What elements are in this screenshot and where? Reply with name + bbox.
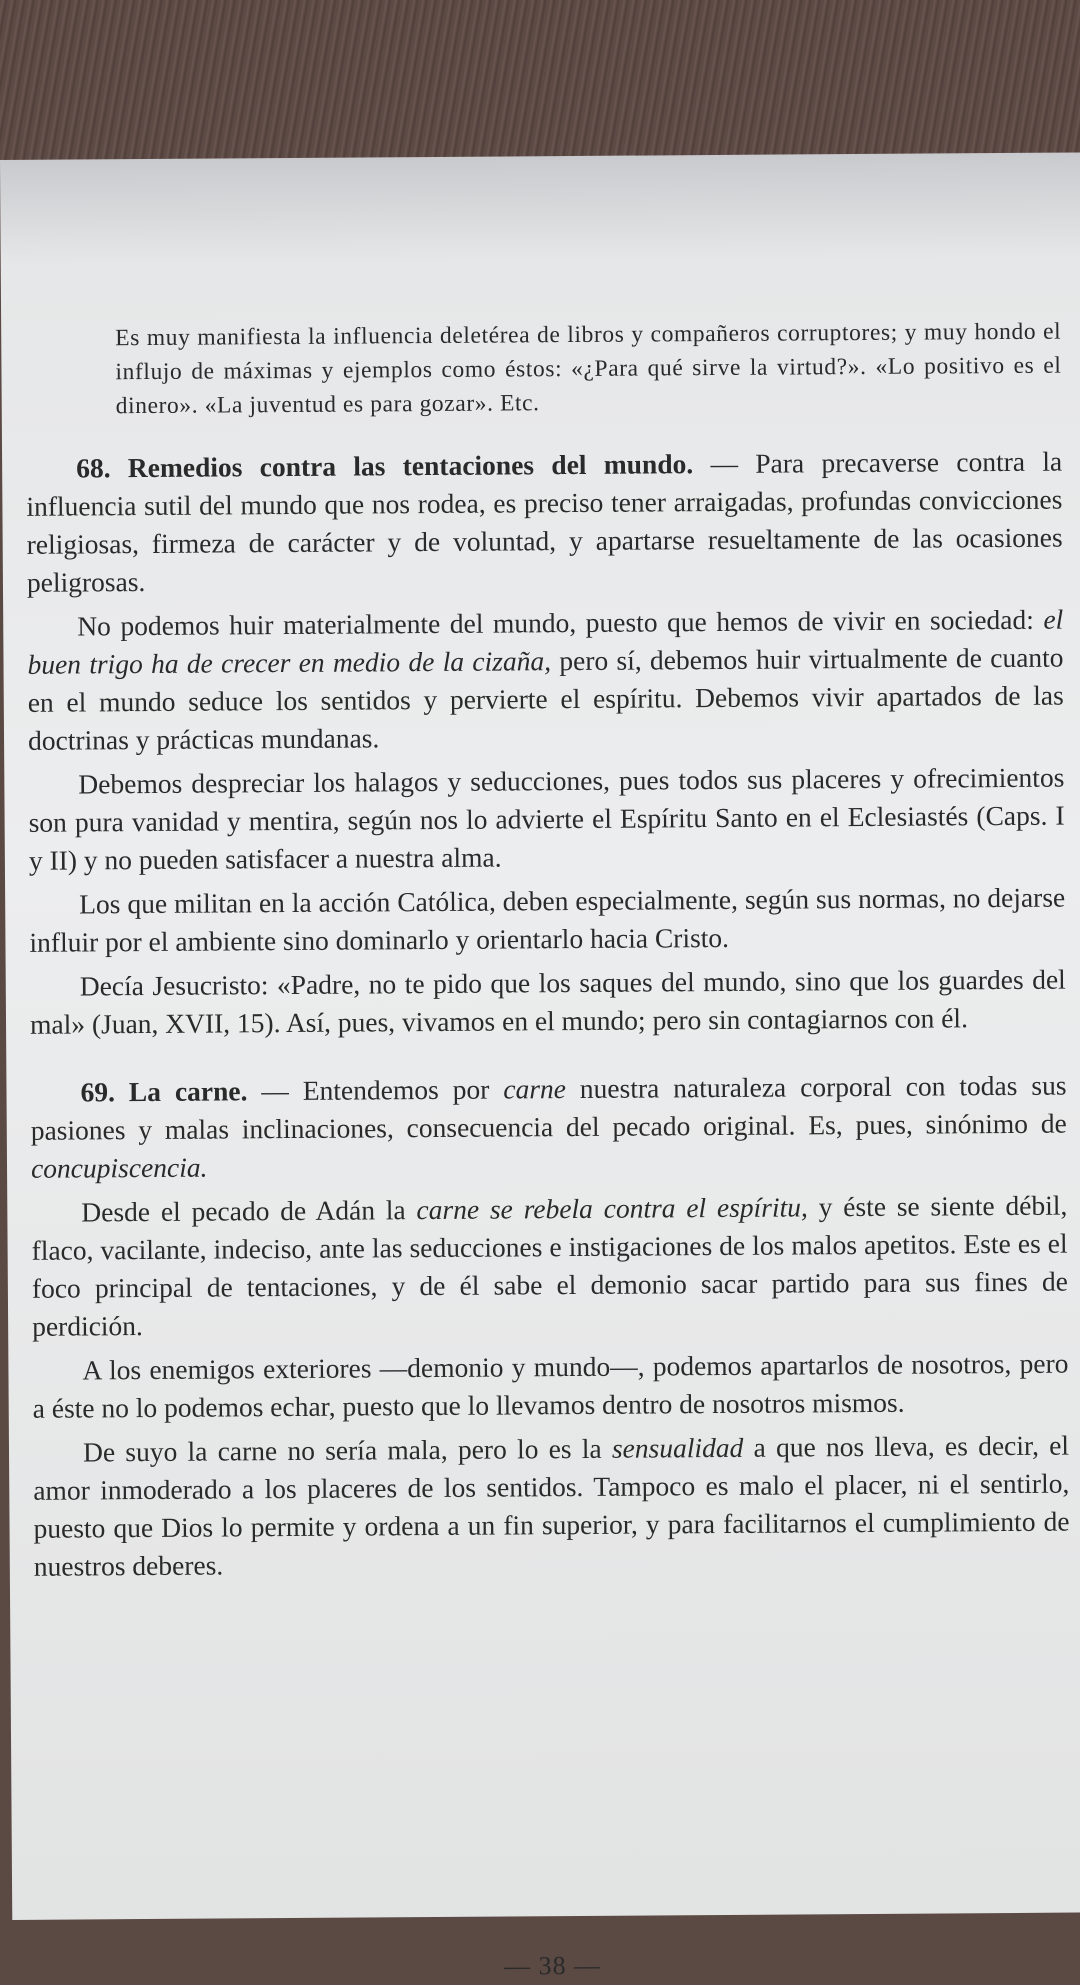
section-68-paragraph-2 [27,601,1064,760]
page-number: — 38 — [504,1950,602,1981]
page-text [25,315,1070,1592]
section-68-heading: Remedios contra las tentaciones del mundo. [127,448,694,484]
section-68-paragraph-3: Debemos despreciar los halagos y seducciones, pues todos sus placeres y ofrecimientos son pura vanidad y mentira, según nos lo advierte el Espíritu Santo en el Eclesiastés (Caps. I y II) y no pueden satisfacer a nuestra alma. [28,761,1065,876]
section-68-paragraph-1 [26,443,1063,602]
text-run: pero sí, debemos huir virtualmente de cuanto en el mundo seduce los sentidos y pervierte el espíritu. Debemos vivir apartados de las doctrinas y prácticas mundanas. [27,641,1064,756]
italic-run: carne [503,1073,567,1105]
section-69-number: 69. [80,1076,115,1108]
italic-run: concupiscencia. [30,1151,208,1184]
italic-run: el buen trigo ha de crecer en medio de la cizaña, [27,603,1064,680]
section-69-paragraph-2 [31,1187,1068,1346]
section-69-paragraph-3: A los enemigos exteriores —demonio y mundo—, podemos apartarlos de nosotros, pero a éste no lo podemos echar, puesto que lo llevamos dentro de nosotros mismos. [32,1347,1069,1424]
text-run: No podemos huir materialmente del mundo, puesto que hemos de vivir en sociedad: [77,603,1044,642]
italic-run: sensualidad [611,1431,744,1464]
intro-paragraph: Es muy manifiesta la influencia deletérea de libros y compañeros corruptores; y muy hondo el influjo de máximas y ejemplos como éstos: «¿Para qué sirve la virtud?». «Lo positivo es el dinero». «La juventud es para gozar». Etc. [115,318,1062,420]
section-68-paragraph-5: Decía Jesucristo: «Padre, no te pido que los saques del mundo, sino que los guardes del mal» (Juan, XVII, 15). Así, pues, vivamos en el mundo; pero sin contagiarnos con él. [29,963,1066,1040]
section-68-paragraph-4: Los que militan en la acción Católica, deben especialmente, según sus normas, no dejarse influir por el ambiente sino dominarlo y orientarlo hacia Cristo. [29,881,1066,958]
section-69-heading: La carne. [128,1075,248,1108]
section-69-paragraph-4 [33,1427,1070,1586]
text-run: Desde el pecado de Adán la [81,1194,417,1228]
text-run: nuestra naturaleza corporal con todas sus pasiones y malas inclinaciones, consecuencia del pecado original. Es, pues, sinónimo de [30,1069,1067,1146]
section-68-text: Para precaverse contra la influencia sutil del mundo que nos rodea, es preciso tener arraigadas, profundas convicciones religiosas, firmeza de carácter y de voluntad, y apartarse resueltamente de las ocasiones peligrosas. [26,445,1063,598]
book-page [0,152,1080,1981]
section-69-dash: — [247,1074,303,1107]
background-surface [0,0,1080,175]
section-68-dash: — [693,447,756,480]
section-68-number: 68. [76,452,111,484]
text-run: y éste se siente débil, flaco, vacilante, indeciso, ante las seducciones e instigaciones de los malos apetitos. Este es el foco principal de tentaciones, y de él sabe el demonio sacar partido para sus fines de perdición. [31,1189,1068,1342]
section-69-paragraph-1 [30,1067,1067,1188]
text-run: Entendemos por [302,1073,504,1106]
text-run: De suyo la carne no sería mala, pero lo es la [82,1432,613,1468]
text-run: a que nos lleva, es decir, el amor inmoderado a los placeres de los sentidos. Tampoco es malo el placer, ni el sentirlo, puesto que Dios lo permite y ordena a un fin superior, y para facilitarnos el cumplimiento de nuestros deberes. [33,1429,1070,1582]
italic-run: carne se rebela contra el espíritu, [416,1191,808,1226]
